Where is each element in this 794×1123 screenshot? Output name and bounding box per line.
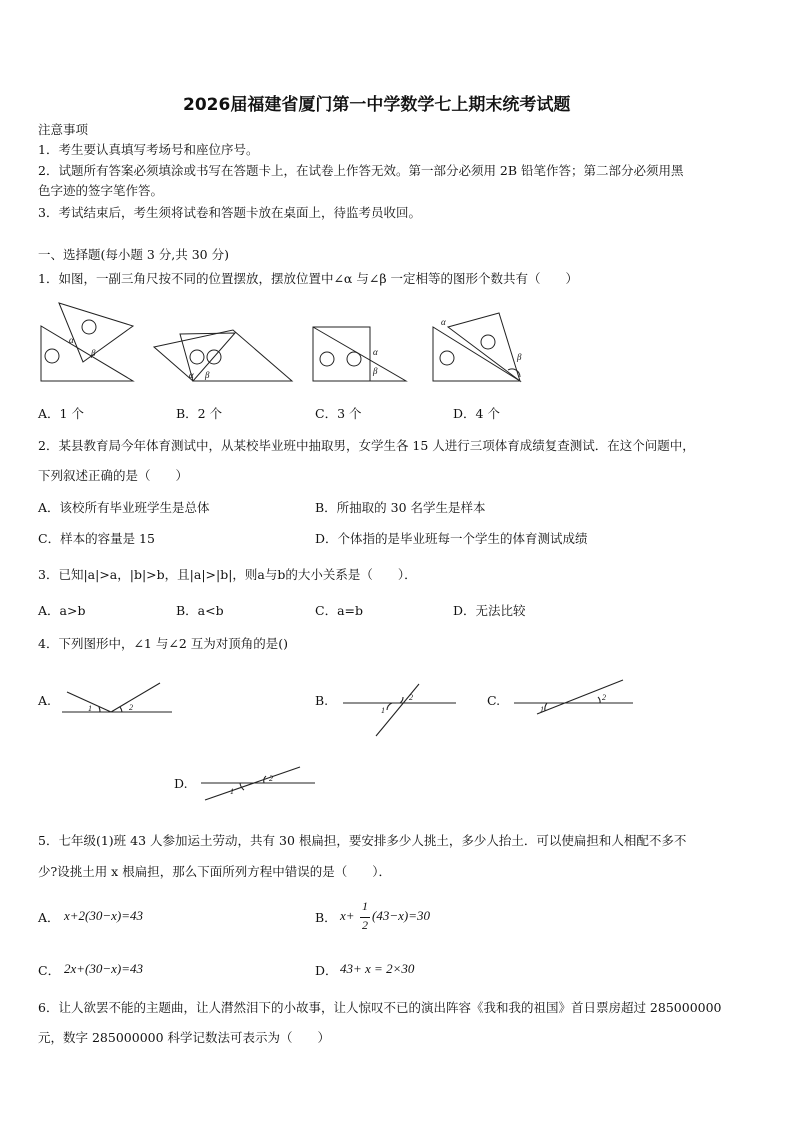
- option-c: C．3 个: [315, 406, 362, 421]
- section-heading: 一、选择题(每小题 3 分,共 30 分): [38, 247, 229, 262]
- option-d-label: D.: [174, 776, 188, 791]
- option-d: D．个体指的是毕业班每一个学生的体育测试成绩: [315, 531, 588, 546]
- option-a-label: A．: [38, 910, 60, 925]
- notice-item: 2．试题所有答案必须填涂或书写在答题卡上，在试卷上作答无效。第一部分必须用 2B 铅笔作答；第二部分必须用黑: [38, 163, 684, 178]
- option-a-label: A.: [38, 693, 52, 708]
- option-b-label: B.: [315, 693, 329, 708]
- angle-1-label: 1: [230, 787, 234, 796]
- option-b: B．所抽取的 30 名学生是样本: [315, 500, 486, 515]
- question-4-stem: 4．下列图形中，∠1 与∠2 互为对顶角的是(): [38, 636, 289, 651]
- option-c: C．a=b: [315, 603, 363, 618]
- notice-item: 1．考生要认真填写考场号和座位序号。: [38, 142, 259, 157]
- angle-beta-label: β: [205, 370, 210, 380]
- question-6-stem: 元，数字 285000000 科学记数法可表示为（ ）: [38, 1030, 331, 1045]
- angle-beta-label: β: [91, 348, 96, 358]
- question-6-stem: 6．让人欲罢不能的主题曲，让人潸然泪下的小故事，让人惊叹不已的演出阵容《我和我的祖国》首日票房超过 285000000: [38, 1000, 722, 1015]
- angle-1-label: 1: [88, 704, 92, 713]
- angle-beta-label: β: [517, 352, 522, 362]
- option-b: B．a<b: [176, 603, 224, 618]
- question-1-stem: 1．如图，一副三角尺按不同的位置摆放，摆放位置中∠α 与∠β 一定相等的图形个数共有（ ）: [38, 271, 579, 286]
- notice-item: 色字迹的签字笔作答。: [38, 183, 164, 198]
- option-c: C．样本的容量是 15: [38, 531, 155, 546]
- option-b-equation-pre: x+: [340, 908, 355, 923]
- option-b-label: B．: [315, 910, 337, 925]
- angle-alpha-label: α: [189, 370, 194, 380]
- option-c-equation: 2x+(30−x)=43: [64, 961, 144, 976]
- option-b: B．2 个: [176, 406, 223, 421]
- fraction-denominator: 2: [362, 918, 368, 932]
- option-a-equation: x+2(30−x)=43: [64, 908, 144, 923]
- angle-alpha-label: α: [69, 335, 74, 345]
- angle-alpha-label: α: [441, 317, 446, 327]
- angle-2-label: 2: [269, 774, 273, 783]
- option-b-equation-post: (43−x)=30: [372, 908, 430, 923]
- notice-heading: 注意事项: [38, 122, 89, 137]
- angle-2-label: 2: [409, 693, 413, 702]
- question-5-stem: 少?设挑土用 x 根扁担，那么下面所列方程中错误的是（ ）．: [38, 864, 391, 879]
- angle-2-label: 2: [129, 703, 133, 712]
- option-d-label: D．: [315, 963, 338, 978]
- page-title: 2026届福建省厦门第一中学数学七上期末统考试题: [183, 95, 571, 115]
- option-d: D．4 个: [453, 406, 500, 421]
- angle-1-label: 1: [540, 705, 544, 714]
- question-2-stem: 下列叙述正确的是（ ）: [38, 468, 189, 483]
- angle-1-label: 1: [381, 706, 385, 715]
- option-d: D．无法比较: [453, 603, 526, 618]
- question-2-stem: 2．某县教育局今年体育测试中，从某校毕业班中抽取男，女学生各 15 人进行三项体育成绩复查测试．在这个问题中，: [38, 438, 695, 453]
- option-a: A．该校所有毕业班学生是总体: [38, 500, 210, 515]
- angle-2-label: 2: [602, 693, 606, 702]
- fraction-numerator: 1: [362, 899, 368, 913]
- angle-alpha-label: α: [373, 347, 378, 357]
- option-a: A．1 个: [38, 406, 84, 421]
- option-d-equation: 43+ x = 2×30: [340, 961, 415, 976]
- option-c-label: C．: [38, 963, 61, 978]
- question-5-stem: 5．七年级(1)班 43 人参加运土劳动，共有 30 根扁担，要安排多少人挑土，多少人抬土．可以使扁担和人相配不多不: [38, 833, 687, 848]
- notice-item: 3．考试结束后，考生须将试卷和答题卡放在桌面上，待监考员收回。: [38, 205, 421, 220]
- question-3-stem: 3．已知|a|>a，|b|>b，且|a|>|b|，则a与b的大小关系是（ ）．: [38, 567, 417, 582]
- option-a: A．a>b: [38, 603, 86, 618]
- option-c-label: C.: [487, 693, 501, 708]
- angle-beta-label: β: [373, 366, 378, 376]
